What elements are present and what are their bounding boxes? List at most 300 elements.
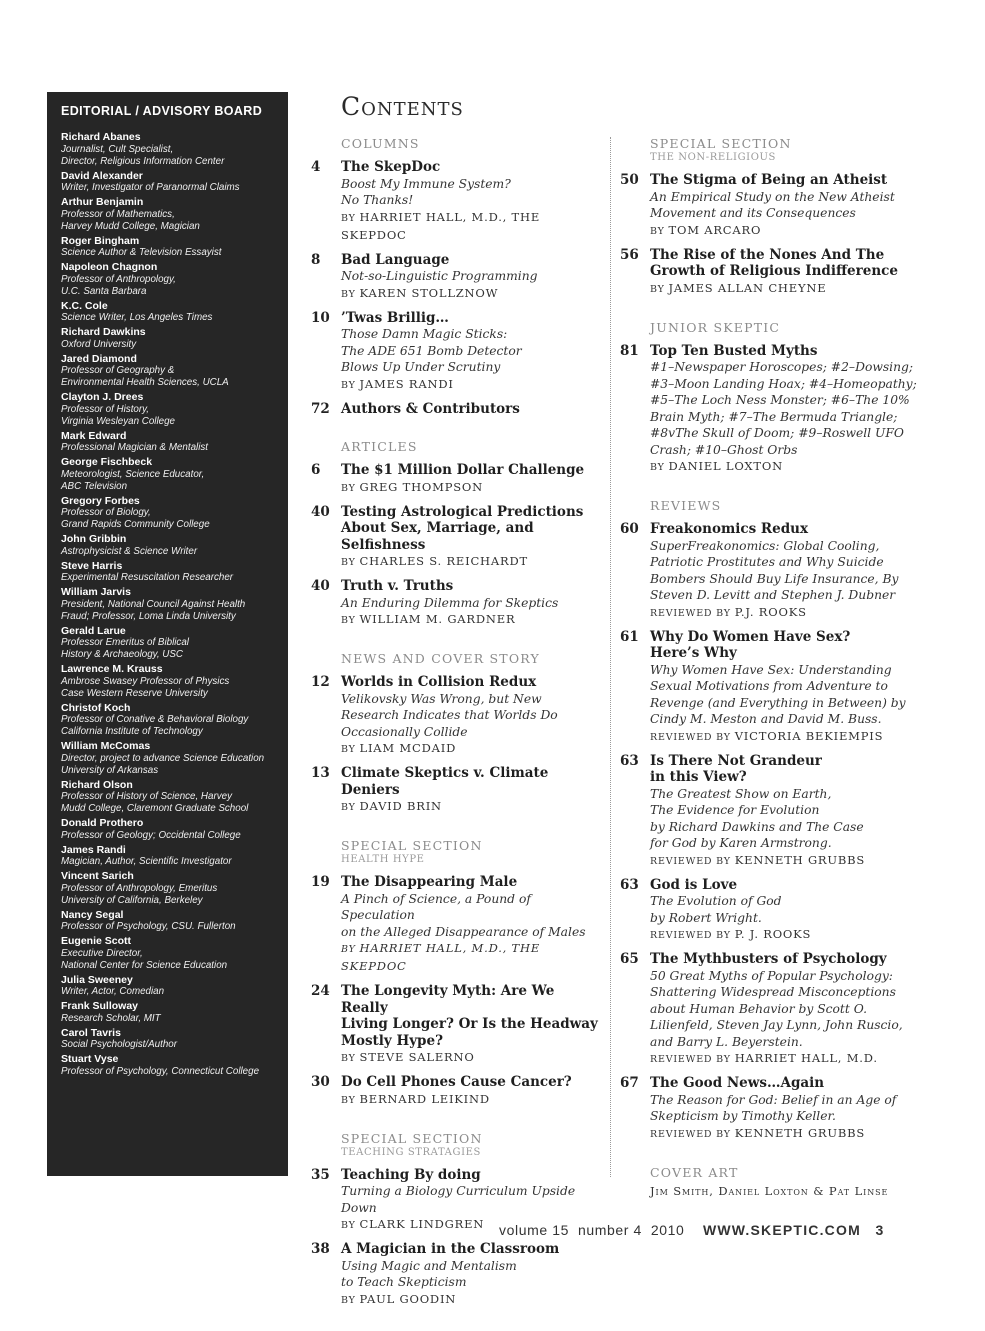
section-subheading: THE NON-RELIGIOUS [650,152,776,163]
entry-description: The ADE 651 Bomb Detector [341,343,522,358]
contents-entry[interactable] [620,951,920,1068]
member-name: Clayton J. Drees [61,391,144,403]
byline-author: JAMES RANDI [359,376,454,391]
member-title: University of California, Berkeley [61,894,203,906]
byline-prefix: REVIEWED BY [650,731,735,743]
contents-section [311,439,601,629]
byline-prefix: BY [341,1094,360,1106]
byline-prefix: BY [341,802,360,813]
entry-title[interactable]: Truth v. Truths [341,578,454,594]
entry-page-number: 12 [311,674,330,690]
byline-author: BERNARD LEIKIND [359,1091,490,1106]
member-name: William McComas [61,740,151,752]
member-name: Vincent Sarich [61,870,134,882]
byline-author: JAMES ALLAN CHEYNE [668,280,827,295]
issue-info: volume 15 number 4 2010 [499,1222,685,1238]
entry-description: to Teach Skepticism [341,1275,467,1289]
byline-author: KENNETH GRUBBS [734,1125,866,1140]
entry-byline [341,553,601,571]
entry-description: Brain Myth; #7–The Bermuda Triangle; [650,409,898,424]
entry-title[interactable]: The SkepDoc [341,159,441,175]
section-subheading: TEACHING STRATAGIES [341,1146,481,1158]
contents-entry[interactable] [620,172,920,240]
page-footer [499,1222,884,1238]
entry-page-number: 63 [620,752,639,769]
entry-body [341,765,601,816]
board-member [61,170,274,195]
board-member [61,740,274,777]
board-member [61,625,274,662]
advisory-board-list [61,131,274,1078]
entry-description: Research Indicates that Worlds Do [341,708,558,722]
board-member [61,586,274,623]
contents-column-left [311,136,601,1331]
contents-entry[interactable] [311,765,601,816]
entry-page-number: 60 [620,521,639,537]
byline-prefix: BY [341,379,360,391]
entry-title[interactable]: Is There Not Grandeur [650,752,822,769]
member-title: Professor of History of Science, Harvey [61,791,232,802]
entry-page-number: 67 [620,1075,639,1091]
member-name: Roger Bingham [61,234,140,247]
byline-prefix: REVIEWED BY [650,1054,735,1065]
section-heading: COLUMNS [341,136,420,151]
member-title: Professor Emeritus of Biblical [61,637,189,648]
section-heading: SPECIAL SECTION [341,1130,483,1146]
contents-section [311,651,601,816]
entry-byline [341,1091,601,1109]
entry-description: #1–Newspaper Horoscopes; #2–Dowsing; [650,360,914,374]
entry-body [650,247,920,298]
entry-byline [341,611,601,629]
entry-page-number: 24 [311,983,330,999]
cover-art-section [620,1165,920,1199]
entry-byline [650,458,920,476]
contents-entry[interactable] [620,877,920,945]
section-entries [311,462,601,629]
entry-title[interactable]: The Mythbusters of Psychology [650,951,887,967]
entry-byline [650,852,920,870]
entry-title[interactable]: God is Love [650,876,738,893]
byline-prefix: BY [341,557,360,568]
byline-author: P. J. ROOKS [734,927,812,941]
member-title: University of Arkansas [61,764,159,776]
section-heading: JUNIOR SKEPTIC [650,319,781,335]
entry-description: Turning a Biology Curriculum Upside Down [341,1184,576,1215]
contents-entry[interactable] [311,674,601,758]
member-title: Fraud; Professor, Loma Linda University [61,610,236,622]
member-title: Research Scholar, MIT [61,1012,161,1024]
entry-description: Lilienfeld, Steven Jay Lynn, John Ruscio, [650,1018,903,1032]
entry-body [650,629,920,746]
entry-byline [650,222,920,240]
entry-body [650,753,920,870]
entry-description: A Pinch of Science, a Pound of Speculation [341,891,531,922]
contents-entry[interactable] [311,462,601,497]
entry-title[interactable]: Bad Language [341,251,450,268]
member-name: Richard Dawkins [61,326,146,338]
entry-description: SuperFreakonomics: Global Cooling, [650,538,880,553]
member-name: Donald Prothero [61,817,144,829]
entry-title[interactable]: About Sex, Marriage, and Selfishness [341,520,534,553]
contents-entry[interactable] [311,159,601,245]
member-name: Stuart Vyse [61,1053,119,1065]
board-member [61,560,274,585]
member-title: Case Western Reserve University [61,687,208,699]
member-title: Environmental Health Sciences, UCLA [61,377,229,388]
board-member [61,1027,274,1052]
member-name: Julia Sweeney [61,973,133,986]
byline-author: GREG THOMPSON [359,479,484,494]
member-name: Lawrence M. Krauss [61,663,163,675]
column-divider [610,137,611,1177]
contents-entry[interactable] [620,343,920,477]
member-title: History & Archaeology, USC [61,649,183,660]
entry-page-number: 30 [311,1074,330,1090]
byline-prefix: BY [650,225,669,237]
byline-prefix: REVIEWED BY [650,930,735,941]
member-title: Professor of Geology; Occidental College [61,829,241,841]
byline-prefix: BY [341,288,360,300]
contents-entry[interactable] [311,504,601,572]
member-title: Ambrose Swasey Professor of Physics [61,675,230,687]
member-name: William Jarvis [61,586,131,598]
board-member [61,663,274,700]
entry-description: Bombers Should Buy Life Insurance, By [650,571,899,586]
contents-section [311,1131,601,1309]
entry-title[interactable]: The Good News…Again [650,1075,825,1091]
byline-author: DANIEL LOXTON [668,459,783,473]
contents-entry[interactable] [311,874,601,976]
cover-art-credit: Jim Smith, Daniel Loxton & Pat Linse [650,1183,889,1198]
contents-section [311,838,601,1109]
contents-section [620,498,920,1143]
member-title: Professor of Geography & [61,365,175,376]
entry-description: Blows Up Under Scrutiny [341,360,501,374]
contents-section [620,320,920,477]
entry-byline [341,798,601,816]
contents-entry[interactable] [311,401,601,418]
section-heading: NEWS AND COVER STORY [341,651,540,666]
entry-description: Those Damn Magic Sticks: [341,327,508,341]
entry-title[interactable]: Freakonomics Redux [650,521,809,537]
member-name: John Gribbin [61,533,127,545]
member-title: Oxford University [61,338,137,350]
entry-byline [341,209,601,245]
section-heading: SPECIAL SECTION [341,838,483,853]
byline-prefix: BY [341,212,360,224]
section-heading: COVER ART [650,1164,739,1180]
entry-description: The Greatest Show on Earth, [650,786,832,801]
member-name: Gerald Larue [61,624,126,637]
entry-body [341,504,601,572]
entry-description: Using Magic and Mentalism [341,1258,517,1273]
member-name: David Alexander [61,169,143,182]
entry-title[interactable]: The Longevity Myth: Are We Really [341,983,555,1016]
entry-title[interactable]: Growth of Religious Indifference [650,263,898,279]
entry-byline [341,285,601,303]
entry-description: An Enduring Dilemma for Skeptics [341,595,559,610]
entry-page-number: 8 [311,251,321,268]
entry-title[interactable]: Worlds in Collision Redux [341,674,537,690]
entry-page-number: 65 [620,951,639,967]
member-title: National Center for Science Education [61,959,228,971]
entry-description: Crash; #10–Ghost Orbs [650,442,798,457]
entry-description: Steven D. Levitt and Stephen J. Dubner [650,588,896,602]
member-title: Professor of Anthropology, Emeritus [61,882,218,894]
contents-entry[interactable] [620,629,920,746]
member-title: Director, project to advance Science Education [61,752,265,764]
entry-title[interactable]: Why Do Women Have Sex? [650,628,851,645]
entry-byline [341,376,601,394]
byline-prefix: BY [341,1294,360,1306]
page-title: Contents [341,92,464,121]
entry-page-number: 81 [620,342,639,359]
entry-description: about Human Behavior by Scott O. [650,1001,867,1016]
section-entries [311,674,601,816]
entry-title[interactable]: ’Twas Brillig… [341,309,449,326]
member-name: Frank Sulloway [61,1000,139,1012]
byline-author: HARRIET HALL, M.D. [734,1051,878,1065]
entry-description: Sexual Motivations from Adventure to [650,679,888,693]
entry-byline [650,1050,920,1068]
byline-prefix: BY [650,283,669,295]
entry-description: An Empirical Study on the New Atheist [650,189,895,204]
entry-description: Occasionally Collide [341,724,468,739]
board-member [61,261,274,298]
member-title: Professor of Anthropology, [61,273,176,285]
contents-entry[interactable] [620,521,920,622]
board-member [61,870,274,907]
member-title: Director, Religious Information Center [61,155,225,167]
entry-byline [341,940,601,976]
entry-description: and Barry L. Beyerstein. [650,1034,803,1049]
entry-body [341,1074,601,1109]
board-member [61,196,274,233]
entry-page-number: 10 [311,309,330,326]
byline-prefix: BY [341,615,360,626]
contents-column-right [620,136,920,1221]
entry-title[interactable]: The Disappearing Male [341,874,518,890]
member-title: California Institute of Technology [61,726,203,737]
member-name: Napoleon Chagnon [61,261,158,273]
member-title: Writer, Investigator of Paranormal Claims [61,182,240,193]
entry-page-number: 19 [311,874,330,890]
entry-body [341,1241,601,1309]
member-title: Professor of History, [61,403,150,415]
website-link[interactable]: WWW.SKEPTIC.COM [702,1222,861,1238]
entry-title[interactable]: Mostly Hype? [341,1032,443,1049]
entry-page-number: 38 [311,1241,330,1257]
contents-section [620,136,920,298]
board-member [61,817,274,842]
section-entries [311,159,601,417]
entry-byline [650,926,920,944]
entry-page-number: 50 [620,172,639,188]
entry-description: The Evolution of God [650,894,782,908]
entry-byline [341,740,601,758]
entry-description: by Robert Wright. [650,910,762,925]
entry-body [650,877,920,945]
entry-byline [650,604,920,622]
member-name: Arthur Benjamin [61,196,144,208]
entry-description: Cindy M. Meston and David M. Buss. [650,712,882,726]
member-title: Executive Director, [61,947,143,959]
entry-description: The Reason for God: Belief in an Age of [650,1092,897,1107]
member-title: Science Writer, Los Angeles Times [61,312,213,323]
entry-body [341,578,601,629]
entry-page-number: 40 [311,578,330,594]
entry-title[interactable]: Testing Astrological Predictions [341,503,584,520]
byline-prefix: BY [341,1220,360,1231]
byline-author: WILLIAM M. GARDNER [359,612,516,626]
contents-entry[interactable] [311,578,601,629]
member-name: George Fischbeck [61,456,153,468]
contents-entry[interactable] [311,1241,601,1309]
entry-description: Why Women Have Sex: Understanding [650,662,892,677]
contents-entry[interactable] [311,310,601,394]
member-title: Professional Magician & Mentalist [61,442,209,453]
byline-author: HARRIET HALL, M.D., THE SKEPDOC [341,209,541,242]
entry-body [650,521,920,622]
entry-byline [650,1125,920,1143]
member-title: Professor of Biology, [61,507,151,518]
entry-description: #8vThe Skull of Doom; #9–Roswell UFO [650,426,904,440]
byline-prefix: BY [650,462,669,473]
entry-byline [650,728,920,746]
member-title: U.C. Santa Barbara [61,285,147,297]
byline-prefix: BY [341,944,360,955]
entry-page-number: 35 [311,1166,330,1183]
member-name: Richard Abanes [61,131,141,143]
byline-author: P.J. ROOKS [734,604,807,619]
contents-entry[interactable] [311,983,601,1067]
member-title: Professor of Psychology, Connecticut College [61,1065,260,1077]
member-title: Science Author & Television Essayist [61,247,222,258]
entry-description: Revenge (and Everything in Between) by [650,695,906,710]
byline-author: HARRIET HALL, M.D., THE SKEPDOC [341,941,541,973]
member-title: Grand Rapids Community College [61,519,210,530]
contents-entry[interactable] [620,247,920,298]
entry-description: Velikovsky Was Wrong, but New [341,691,542,706]
entry-byline [341,1049,601,1067]
member-name: Steve Harris [61,559,123,572]
entry-byline [341,1291,601,1309]
entry-description: Boost My Immune System? [341,176,511,191]
board-member [61,1000,274,1025]
entry-title[interactable]: Do Cell Phones Cause Cancer? [341,1074,572,1090]
board-member [61,935,274,972]
entry-title[interactable]: Authors & Contributors [341,400,520,417]
board-member [61,430,274,455]
byline-prefix: BY [341,482,360,494]
entry-title[interactable]: The $1 Million Dollar Challenge [341,462,585,478]
board-member [61,456,274,493]
byline-author: CHARLES S. REICHARDT [359,554,528,568]
entry-title[interactable]: The Rise of the Nones And The [650,246,885,263]
entry-description: #3–Moon Landing Hoax; #4–Homeopathy; [650,376,917,391]
entry-body [341,310,601,394]
contents-entry[interactable] [311,252,601,303]
byline-prefix: BY [341,1053,360,1064]
section-heading: ARTICLES [341,439,418,454]
board-member [61,131,274,168]
member-title: Professor of Mathematics, [61,208,175,220]
contents-entry[interactable] [311,1074,601,1109]
member-name: Carol Tavris [61,1026,121,1039]
entry-description: Not-so-Linguistic Programming [341,269,538,283]
board-member [61,779,274,816]
entry-page-number: 63 [620,876,639,893]
contents-section [311,136,601,417]
entry-description: No Thanks! [341,193,414,207]
entry-page-number: 61 [620,628,639,645]
member-name: Nancy Segal [61,908,124,921]
page-number: 3 [875,1222,884,1238]
byline-author: DAVID BRIN [359,799,442,813]
member-title: Virginia Wesleyan College [61,415,175,427]
entry-title[interactable]: Living Longer? Or Is the Headway [341,1016,598,1032]
entry-page-number: 40 [311,503,330,520]
board-member [61,974,274,999]
section-heading: REVIEWS [650,498,722,513]
member-title: Journalist, Cult Specialist, [61,143,174,155]
contents-entry[interactable] [620,753,920,870]
section-entries [620,343,920,477]
member-title: Harvey Mudd College, Magician [61,220,200,232]
member-name: James Randi [61,843,126,856]
entry-title[interactable]: Top Ten Busted Myths [650,342,818,359]
board-member [61,235,274,260]
member-name: Jared Diamond [61,352,137,365]
byline-prefix: REVIEWED BY [650,607,735,619]
entry-title[interactable]: A Magician in the Classroom [341,1241,560,1257]
entry-body [650,951,920,1068]
entry-byline [650,280,920,298]
entry-title[interactable]: The Stigma of Being an Atheist [650,172,888,188]
board-member [61,391,274,428]
board-member [61,844,274,869]
member-title: Meteorologist, Science Educator, [61,468,205,480]
entry-body [341,252,601,303]
entry-title[interactable]: Here’s Why [650,645,737,661]
entry-title[interactable]: Teaching By doing [341,1166,481,1183]
entry-title[interactable]: Climate Skeptics v. Climate Deniers [341,765,549,798]
board-member [61,1053,274,1078]
contents-entry[interactable] [620,1075,920,1143]
member-title: Experimental Resuscitation Researcher [61,572,234,583]
entry-body [341,674,601,758]
byline-author: TOM ARCARO [668,222,762,237]
byline-author: STEVE SALERNO [359,1050,475,1064]
byline-author: PAUL GOODIN [359,1291,457,1306]
byline-prefix: REVIEWED BY [650,855,735,867]
entry-description: for God by Karen Armstrong. [650,836,832,850]
entry-page-number: 13 [311,765,330,781]
section-entries [620,172,920,298]
board-member [61,702,274,739]
entry-description: 50 Great Myths of Popular Psychology: [650,968,893,983]
member-name: Eugenie Scott [61,935,132,947]
member-title: Professor of Conative & Behavioral Biology [61,714,249,725]
entry-title[interactable]: in this View? [650,769,747,785]
advisory-board-sidebar [47,92,288,1176]
section-subheading: HEALTH HYPE [341,854,425,865]
section-entries [620,521,920,1143]
member-title: Magician, Author, Scientific Investigator [61,856,232,867]
entry-page-number: 72 [311,400,330,417]
entry-description: The Evidence for Evolution [650,803,820,817]
